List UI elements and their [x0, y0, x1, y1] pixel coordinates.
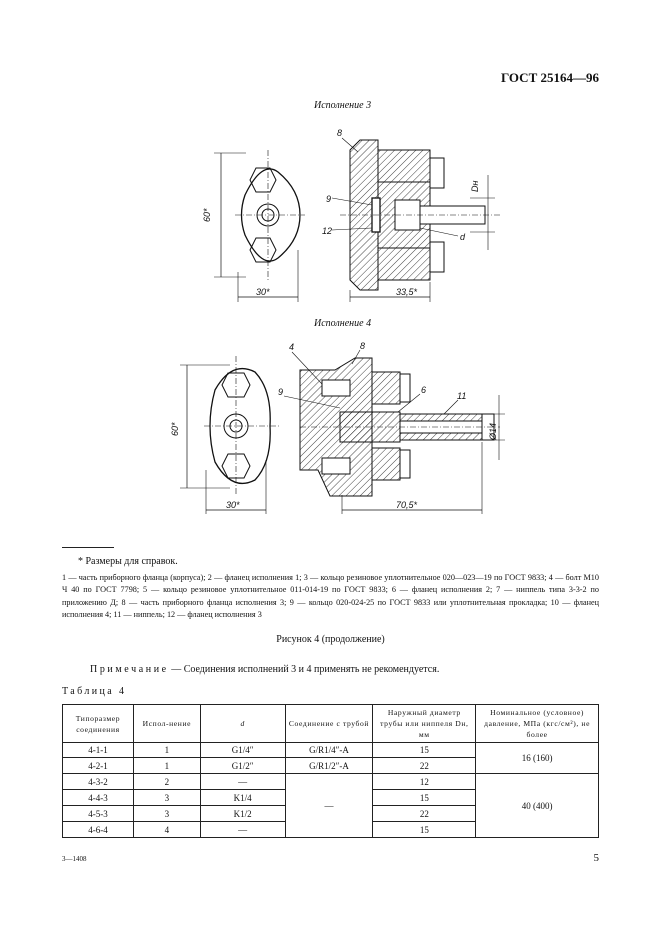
cell: 15 — [373, 743, 476, 758]
cell: 4-1-1 — [63, 743, 134, 758]
v4-label-9: 9 — [278, 387, 284, 397]
cell: — — [200, 774, 285, 790]
cell: 2 — [133, 774, 200, 790]
cell: G/R1/4″-A — [285, 743, 373, 758]
footnote-rule — [62, 547, 114, 548]
v3-label-12: 12 — [322, 226, 333, 236]
table-title: Таблица 4 — [62, 686, 127, 697]
header-version: Испол-нение — [133, 705, 200, 743]
v4-label-6: 6 — [421, 385, 427, 395]
cell: 12 — [373, 774, 476, 790]
table-row — [63, 743, 599, 758]
cell: 4-2-1 — [63, 758, 134, 774]
note-text: — Соединения исполнений 3 и 4 применять не рекомендуется. — [168, 664, 440, 675]
pressure-cell: 40 (400) — [476, 774, 599, 838]
cell: G1/2″ — [200, 758, 285, 774]
v3-dn-dim: Dн — [470, 180, 480, 192]
v3-front-view — [214, 150, 305, 302]
note — [90, 664, 439, 675]
v3-length-dim: 33,5* — [396, 287, 418, 297]
v4-length-dim: 70,5* — [396, 500, 418, 510]
cell: — — [200, 822, 285, 838]
page-number: 5 — [593, 852, 599, 864]
v3-height-dim: 60* — [202, 208, 212, 222]
cell: 4-3-2 — [63, 774, 134, 790]
header-pressure: Номинальное (условное) давление, МПа (кгс/см²), не более — [476, 705, 599, 743]
table-row — [63, 774, 599, 790]
header-connection: Соединение с трубой — [285, 705, 373, 743]
v3-width-dim: 30* — [256, 287, 270, 297]
header-d: d — [200, 705, 285, 743]
cell: 22 — [373, 758, 476, 774]
cell: 1 — [133, 743, 200, 758]
note-label: Примечание — [90, 664, 169, 675]
connection-merged-cell: — — [285, 774, 373, 838]
figure-caption: Рисунок 4 (продолжение) — [276, 634, 385, 645]
cell: 3 — [133, 790, 200, 806]
print-code: 3—1408 — [62, 855, 87, 863]
cell: K1/4 — [200, 790, 285, 806]
cell: 4-5-3 — [63, 806, 134, 822]
header-size: Типоразмер соединения — [63, 705, 134, 743]
v4-height-dim: 60* — [170, 422, 180, 436]
table-header-row — [63, 705, 599, 743]
header-diameter: Наружный диаметр трубы или ниппеля Dн, мм — [373, 705, 476, 743]
v4-label-8: 8 — [360, 341, 366, 351]
v3-section-view — [332, 138, 500, 302]
standard-header: ГОСТ 25164—96 — [500, 70, 599, 85]
v3-label-d: d — [460, 232, 466, 242]
cell: K1/2 — [200, 806, 285, 822]
pressure-cell: 16 (160) — [476, 743, 599, 774]
cell: 1 — [133, 758, 200, 774]
cell: 22 — [373, 806, 476, 822]
v4-width-dim: 30* — [226, 500, 240, 510]
v3-label-8: 8 — [337, 128, 343, 138]
cell: 4 — [133, 822, 200, 838]
caption-version-3: Исполнение 3 — [314, 100, 372, 111]
footnote: * Размеры для справок. — [78, 556, 178, 567]
cell: 15 — [373, 822, 476, 838]
v4-dia-dim: Ø14 — [488, 422, 498, 440]
v4-label-11: 11 — [457, 391, 467, 401]
v4-section-view — [284, 350, 505, 514]
caption-version-4: Исполнение 4 — [314, 318, 372, 329]
data-table — [62, 704, 599, 838]
cell: 15 — [373, 790, 476, 806]
cell: 4-6-4 — [63, 822, 134, 838]
figure-legend: 1 — часть приборного фланца (корпуса); 2 — фланец исполнения 1; 3 — кольцо резиновое уплотнительное 020—023—19 по ГОСТ 9833; 4 — болт М10 Ч 40 по ГОСТ 7798; 5 — кольцо резиновое уплотнительное 011-014-19 по ГОСТ 9833; 6 — фланец исполнения 2; 7 — ниппель типа 3-3-2 по приложению Д; 8 — часть приборного фланца исполнения 3; 9 — кольцо 020-024-25 по ГОСТ 9833 или уплотнительная прокладка; 10 — фланец исполнения 4; 11 — ниппель; 12 — фланец исполнения 3 — [62, 573, 599, 619]
v4-label-4: 4 — [289, 342, 295, 352]
v4-front-view — [180, 356, 280, 514]
cell: 3 — [133, 806, 200, 822]
v3-label-9: 9 — [326, 194, 332, 204]
cell: G/R1/2″-A — [285, 758, 373, 774]
cell: G1/4″ — [200, 743, 285, 758]
cell: 4-4-3 — [63, 790, 134, 806]
